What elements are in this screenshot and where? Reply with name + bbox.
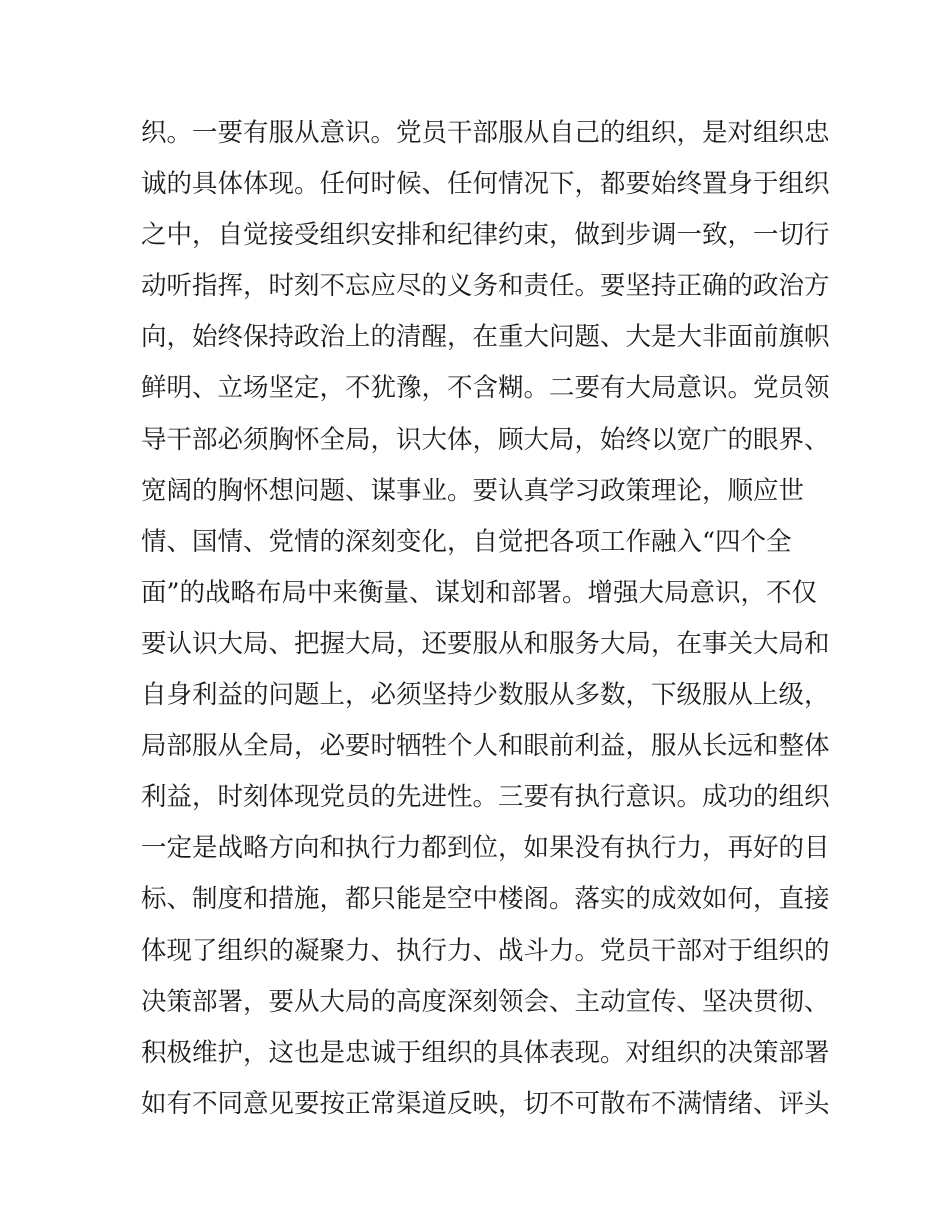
text-line: 诚的具体体现。任何时候、任何情况下，都要始终置身于组织 <box>141 169 830 200</box>
text-line: 之中，自觉接受组织安排和纪律约束，做到步调一致，一切行 <box>141 220 830 251</box>
text-line: 织。一要有服从意识。党员干部服从自己的组织，是对组织忠 <box>141 118 830 148</box>
text-line: 动听指挥，时刻不忘应尽的义务和责任。要坚持正确的政治方 <box>141 271 830 302</box>
text-line: 决策部署，要从大局的高度深刻领会、主动宣传、坚决贯彻、 <box>141 986 830 1017</box>
text-line: 导干部必须胸怀全局，识大体，顾大局，始终以宽广的眼界、 <box>141 424 830 455</box>
text-line: 鲜明、立场坚定，不犹豫，不含糊。二要有大局意识。党员领 <box>141 373 830 404</box>
text-line: 积极维护，这也是忠诚于组织的具体表现。对组织的决策部署 <box>141 1037 830 1068</box>
text-line: 面”的战略布局中来衡量、谋划和部署。增强大局意识，不仅 <box>141 577 818 608</box>
text-line: 自身利益的问题上，必须坚持少数服从多数，下级服从上级， <box>141 680 830 711</box>
body-text <box>141 108 830 1130</box>
text-line: 要认识大局、把握大局，还要服从和服务大局，在事关大局和 <box>141 628 830 659</box>
text-line: 向，始终保持政治上的清醒，在重大问题、大是大非面前旗帜 <box>141 322 830 353</box>
text-line: 体现了组织的凝聚力、执行力、战斗力。党员干部对于组织的 <box>141 935 830 966</box>
text-line: 情、国情、党情的深刻变化，自觉把各项工作融入“四个全 <box>141 526 792 557</box>
text-line: 局部服从全局，必要时牺牲个人和眼前利益，服从长远和整体 <box>141 731 830 762</box>
text-line: 标、制度和措施，都只能是空中楼阁。落实的成效如何，直接 <box>141 884 830 915</box>
text-line: 利益，时刻体现党员的先进性。三要有执行意识。成功的组织 <box>141 782 830 813</box>
text-line: 一定是战略方向和执行力都到位，如果没有执行力，再好的目 <box>141 833 830 864</box>
text-line: 宽阔的胸怀想问题、谋事业。要认真学习政策理论，顺应世 <box>141 475 805 506</box>
text-line: 如有不同意见要按正常渠道反映，切不可散布不满情绪、评头 <box>141 1088 830 1119</box>
